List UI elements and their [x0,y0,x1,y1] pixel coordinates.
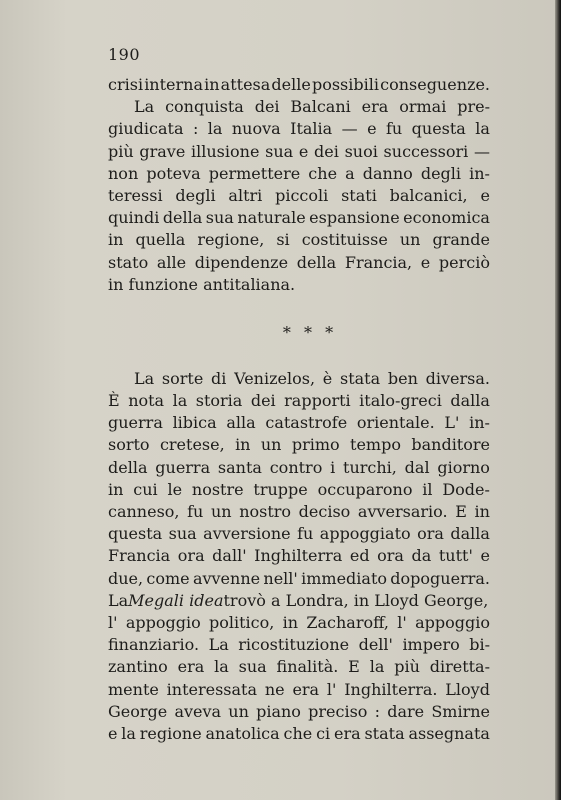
word: Inghilterra [254,546,343,566]
text-line [108,523,490,545]
word: Smirne [431,701,490,721]
word: La [208,635,229,655]
word: dei [314,141,339,161]
word: dal [404,457,430,477]
word: stati [341,185,377,205]
word: come [146,568,190,588]
word: cui [133,479,158,499]
word: nota [128,391,165,411]
word: e [480,185,490,205]
word: poteva [146,163,201,183]
text-line [108,679,490,701]
text-line [108,723,490,745]
megali-line-text [108,590,488,612]
word: alle [156,252,187,272]
word: — [341,119,358,139]
word: fu [297,524,314,544]
word: ricostituzione [238,635,350,655]
word: era [177,657,205,677]
word: Dode- [442,479,490,499]
word: in- [469,163,490,183]
word: giorno [437,457,490,477]
word: questa [411,119,466,139]
word: regione, [197,230,265,250]
word: sorto [108,435,150,455]
word: conseguenze. [380,75,490,94]
word: preciso [308,701,368,721]
text-line [108,185,490,207]
word: e [108,723,118,743]
word: dalla [450,391,490,411]
word: i [330,457,336,477]
word: Francia [108,546,171,566]
word: La [134,97,155,117]
word: dei [254,97,280,117]
word: stato [108,252,149,272]
word: banditore [411,435,490,455]
word: espansione [309,208,400,228]
text-line [108,501,490,523]
text-line [108,457,490,479]
word: italo-greci [359,391,442,411]
paragraph-3-continued [108,612,490,745]
word: La [134,368,155,388]
word: immediato [301,568,387,588]
paragraph-1 [108,74,490,96]
word: le [167,479,183,499]
word: anatolica [205,723,280,743]
word: sua [168,524,197,544]
text-line-megali [108,590,490,612]
word: : [374,701,381,721]
word: un [399,230,421,250]
word: grande [432,230,490,250]
word: avvenne [192,568,261,588]
word: la [207,119,223,139]
word: E [455,502,467,521]
word: truppe [253,479,308,499]
word: ora [177,546,205,566]
word: Francia, [344,252,413,272]
word: contro [269,457,323,477]
word: nell' [263,568,298,588]
word: quindi [108,208,160,228]
text-line [108,96,490,118]
word: della [108,457,148,477]
word: fu [385,119,403,139]
word: finalità. [276,657,339,677]
word: bi- [469,635,490,655]
word: perciò [438,252,490,272]
word: ben [387,368,418,388]
word: dall' [212,546,247,566]
megali-italic: Megali idea [128,590,224,610]
text-line [108,368,490,390]
megali-post: trovò a Londra, in Lloyd George, [223,590,489,610]
word: occuparono [317,479,413,499]
word: l' [108,612,118,632]
word: il [422,479,433,499]
word: illusione [191,141,260,161]
page-spine-edge [555,0,561,800]
word: Italia [290,119,333,139]
word: la [121,723,136,743]
word: quella [135,230,186,250]
text-line [108,229,490,251]
paragraph-3 [108,368,490,590]
word: si [276,230,290,250]
word: tempo [350,435,401,455]
word: tutt' [438,546,473,566]
word: avversario. [357,502,448,521]
line-text: in funzione antitaliana. [108,274,296,294]
word: altri [228,185,263,205]
text-line [108,612,490,634]
text-line [108,412,490,434]
word: piccoli [275,185,329,205]
word: non [108,163,139,183]
word: impero [402,635,460,655]
word: — [473,141,490,161]
text-column [108,44,490,745]
word: due, [108,568,144,588]
word: è [322,368,333,388]
word: santa [217,457,262,477]
word: aveva [174,701,222,721]
word: un [228,701,249,721]
word: deciso [298,502,351,521]
word: un [210,502,232,521]
word: la [214,657,229,677]
word: dipendenze [194,252,289,272]
word: di [211,368,227,388]
text-line [108,545,490,567]
word: Venizelos, [234,368,316,388]
word: la [475,119,490,139]
word: questa [108,524,163,544]
word: L' [444,413,460,433]
word: e [367,119,377,139]
word: l' [326,679,337,699]
text-line [108,634,490,656]
word: zantino [108,657,168,677]
word: storia [195,391,243,411]
word: diversa. [425,368,490,388]
word: sua [265,141,294,161]
word: interna [144,75,203,94]
word: nostre [191,479,244,499]
word: sorte [161,368,204,388]
word: interessata [166,679,258,699]
word: in [108,479,124,499]
text-line [108,656,490,678]
word: in [235,435,251,455]
word: avversione [203,524,291,544]
word: stata [339,368,381,388]
word: conquista [165,97,244,117]
word: ora [377,546,404,566]
word: cretese, [159,435,225,455]
word: e [420,252,431,272]
word: in [282,612,299,632]
word: appoggio [415,612,490,632]
word: ci [316,723,331,743]
text-line [108,434,490,456]
word: era [333,723,361,743]
word: Lloyd [445,679,490,699]
word: sua [205,208,234,228]
word: dalla [450,524,490,544]
word: Inghilterra. [344,679,438,699]
text-line [108,701,490,723]
word: finanziario. [108,635,200,655]
word: un [260,435,282,455]
word: dopoguerra. [390,568,490,588]
word: canneso, [108,502,180,521]
text-line [108,141,490,163]
word: la [369,657,385,677]
word: delle [271,75,311,94]
page-number: 190 [108,45,141,64]
word: balcanici, [389,185,468,205]
text-line [108,390,490,412]
word: Balcani [290,97,351,117]
word: da [411,546,432,566]
word: appoggio [125,612,201,632]
word: che [283,723,313,743]
word: nostro [239,502,292,521]
word: dell' [358,635,393,655]
word: possibili [311,75,379,94]
word: orientale. [356,413,435,433]
word: della [296,252,337,272]
word: primo [291,435,340,455]
word: naturale [237,208,306,228]
word: attesa [220,75,271,94]
text-line [108,163,490,185]
word: rapporti [284,391,351,411]
word: giudicata [108,119,184,139]
word: libica [172,413,217,433]
word: ormai [399,97,447,117]
text-line [108,252,490,274]
word: a [345,163,355,183]
text-line [108,74,490,96]
word: alla [226,413,256,433]
word: danno [362,163,413,183]
word: George [108,701,168,721]
word: guerra [155,457,211,477]
word: permettere [208,163,301,183]
word: successori [383,141,469,161]
word: appoggiato [319,524,411,544]
word: catastrofe [265,413,348,433]
word: dare [387,701,425,721]
word: E [348,657,360,677]
word: È [108,391,120,411]
word: politico, [209,612,275,632]
word: diretta- [429,657,490,677]
word: ed [349,546,370,566]
word: economica [403,208,490,228]
word: l' [397,612,407,632]
text-line [108,274,490,296]
word: teressi [108,185,163,205]
word: crisi [108,75,144,94]
word: ne [264,679,285,699]
word: più [108,141,134,161]
word: grave [139,141,186,161]
word: e [298,141,309,161]
word: nuova [231,119,281,139]
megali-pre: La [108,590,129,610]
word: degli [175,185,216,205]
paragraph-2 [108,96,490,296]
word: : [192,119,199,139]
word: dei [250,391,276,411]
text-line [108,118,490,140]
text-line [108,568,490,590]
word: suoi [344,141,378,161]
word: regione [139,723,202,743]
word: piano [256,701,301,721]
word: Zacharoff, [306,612,389,632]
word: guerra [108,413,163,433]
word: stata [364,723,405,743]
text-line [108,207,490,229]
word: fu [187,502,204,521]
word: e [480,546,490,566]
word: mente [108,679,159,699]
word: turchi, [343,457,397,477]
word: della [162,208,203,228]
word: in [474,502,490,521]
word: che [308,163,338,183]
word: pre- [457,97,490,117]
word: era [361,97,389,117]
word: in [204,75,220,94]
word: era [292,679,320,699]
word: sua [238,657,267,677]
word: la [172,391,188,411]
word: più [394,657,420,677]
word: in- [469,413,490,433]
word: degli [420,163,462,183]
section-separator: * * * [282,322,338,342]
word: assegnata [408,723,490,743]
word: ora [417,524,444,544]
word: in [108,230,124,250]
word: costituisse [301,230,388,250]
text-line [108,479,490,501]
